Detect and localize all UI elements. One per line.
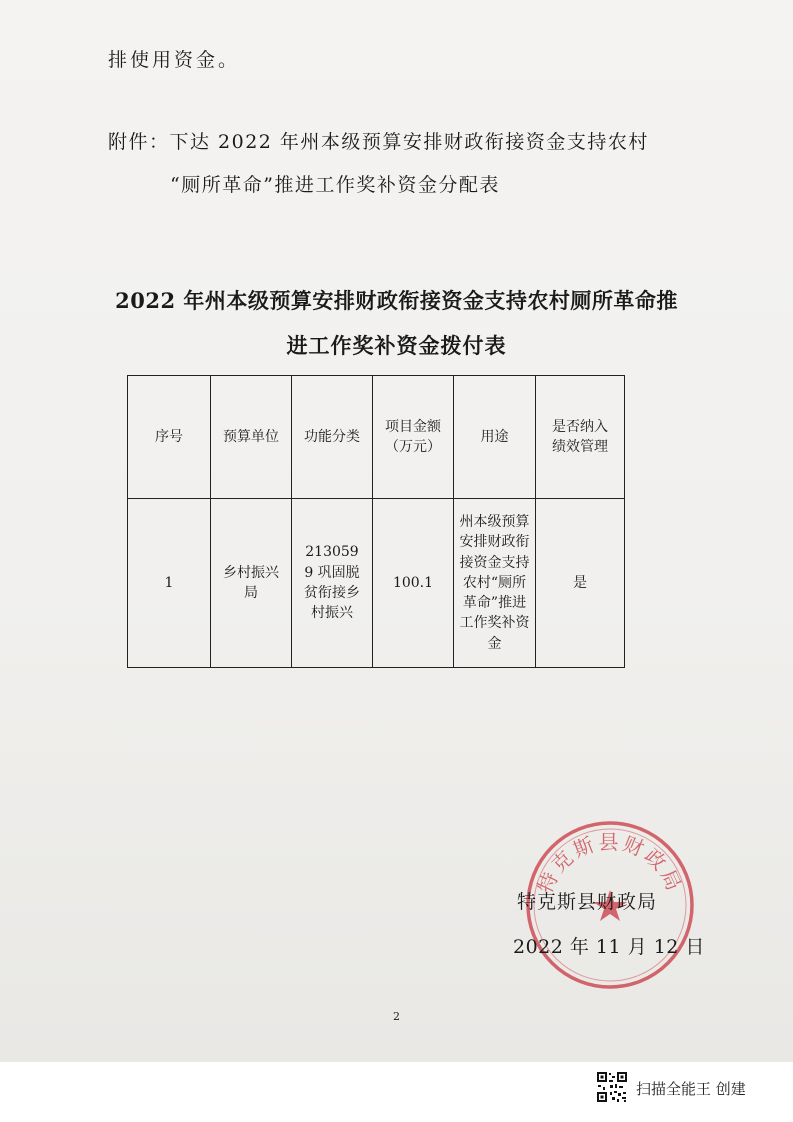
issue-date: 2022 年 11 月 12 日 [513,936,705,958]
table-header-row [128,376,625,499]
header-purpose: 用途 [454,376,536,499]
svg-text:特克斯县财政局: 特克斯县财政局 [532,830,688,897]
attachment-note-line2: “厕所革命”推进工作奖补资金分配表 [170,174,500,196]
cell-no: 1 [128,499,211,668]
paragraph-end: 排使用资金。 [108,49,241,71]
attachment-note-line1: 附件：下达 2022 年州本级预算安排财政衔接资金支持农村 [108,131,649,153]
allocation-table [127,375,625,668]
header-no: 序号 [128,376,211,499]
table-title-line1: 2022 年州本级预算安排财政衔接资金支持农村厕所革命推 [115,288,678,313]
cell-performance: 是 [536,499,625,668]
header-unit: 预算单位 [211,376,292,499]
cell-category: 2130599 巩固脱贫衔接乡村振兴 [292,499,373,668]
header-category: 功能分类 [292,376,373,499]
table-title-line2: 进工作奖补资金拨付表 [286,333,507,358]
cell-amount: 100.1 [373,499,454,668]
header-amount: 项目金额（万元） [373,376,454,499]
page-number: 2 [393,1010,400,1023]
scanner-watermark: 扫描全能王 创建 [636,1080,746,1098]
cell-purpose: 州本级预算安排财政衔接资金支持农村“厕所革命”推进工作奖补资金 [454,499,536,668]
qr-code-icon [596,1071,628,1103]
cell-unit: 乡村振兴局 [211,499,292,668]
header-performance: 是否纳入绩效管理 [536,376,625,499]
table-row [128,499,625,668]
issuer-name: 特克斯县财政局 [517,891,658,913]
